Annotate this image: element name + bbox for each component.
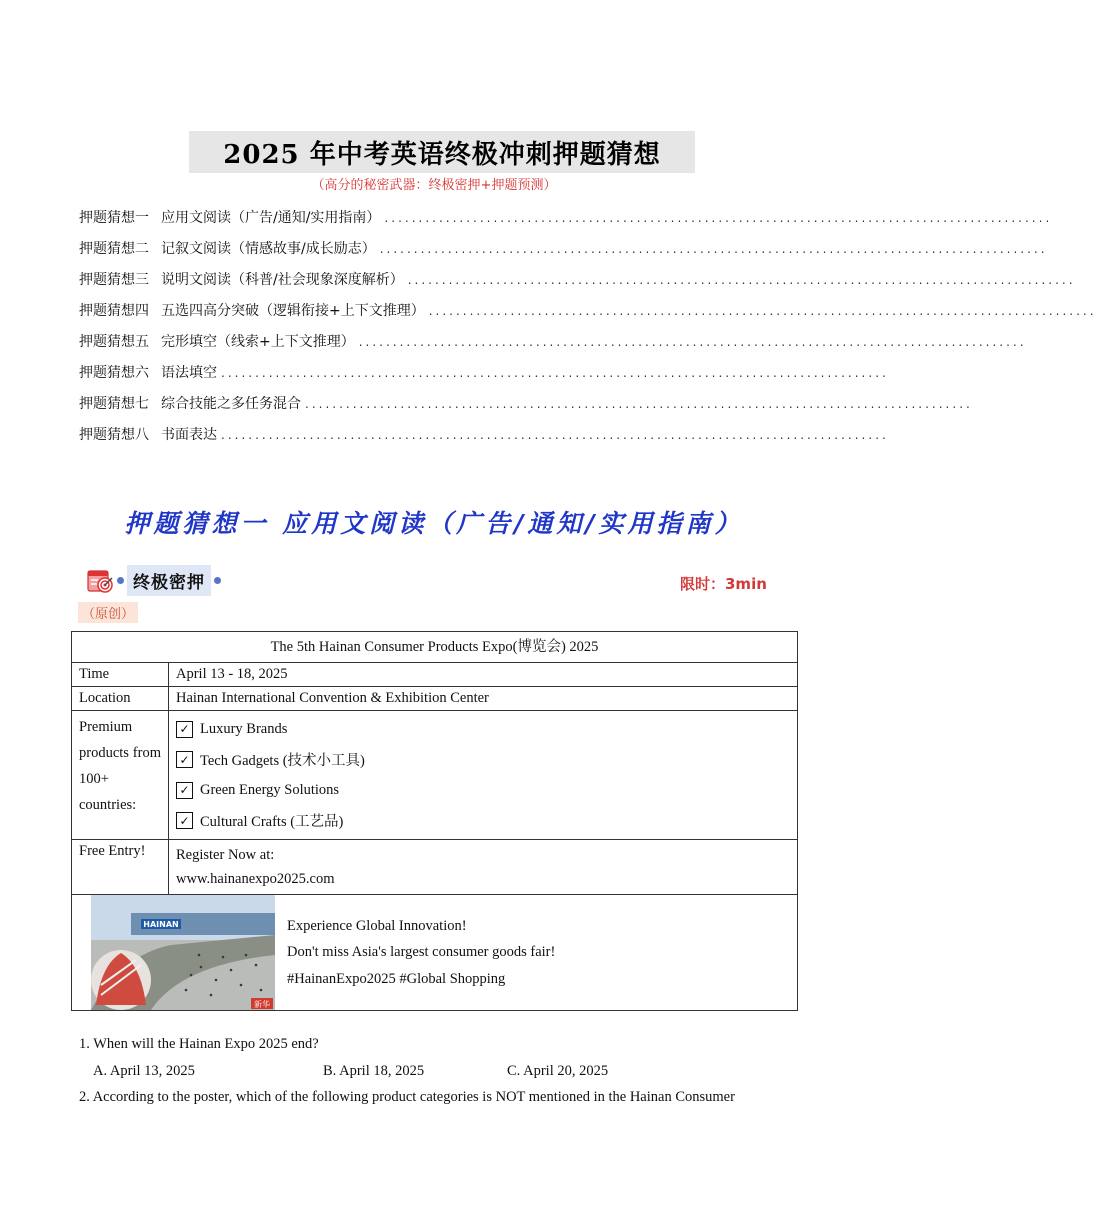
page-subtitle: （高分的秘密武器：终极密押+押题预测） [311,178,557,193]
toc-leader-dots: .................................................................................................. [221,428,889,442]
toc-item[interactable] [79,424,889,455]
register-cell [169,840,798,895]
toc-leader-dots: .................................................................................................. [358,335,1027,349]
page-title: 2025 年中考英语终极冲刺押题猜想 [189,131,695,173]
list-item [176,775,790,806]
badge-group [86,565,224,596]
toc-leader-dots: .................................................................................................. [221,366,889,380]
expo-venue-photo [91,895,275,1010]
section-heading: 押题猜想一 应用文阅读（广告/通知/实用指南） [124,509,744,538]
toc-item-label: 押题猜想二 [79,241,149,257]
toc-item-label: 押题猜想六 [79,365,149,381]
register-text: Register Now at: [176,847,275,863]
option-c[interactable]: C. April 20, 2025 [507,1063,609,1079]
toc-item[interactable] [79,238,1048,269]
poster-header: The 5th Hainan Consumer Products Expo(博览会) 2025 [72,632,798,663]
toc-item[interactable] [79,331,1027,362]
product-name: Tech Gadgets (技术小工具) [200,753,365,770]
location-value: Hainan International Convention & Exhibition Center [169,687,798,711]
toc-item-text: 说明文阅读（科普/社会现象深度解析） [161,272,404,288]
table-row [72,840,798,895]
checkmark-icon: ✓ [176,782,193,799]
original-tag: （原创） [78,602,138,623]
register-url[interactable]: www.hainanexpo2025.com [176,871,335,887]
list-item [176,745,790,776]
toc-leader-dots: .................................................................................................. [305,397,973,411]
bullet-dot-icon [117,577,124,584]
toc-item-text: 应用文阅读（广告/通知/实用指南） [161,210,381,226]
option-b[interactable]: B. April 18, 2025 [323,1063,425,1079]
table-row [72,711,798,840]
time-limit: 限时：3min [680,575,767,593]
question-1: 1. When will the Hainan Expo 2025 end? [79,1036,319,1052]
toc-leader-dots: .................................................................................................. [379,242,1048,256]
image-watermark-text: 新华 [254,1000,270,1009]
toc-item[interactable] [79,300,1097,331]
option-a[interactable]: A. April 13, 2025 [93,1063,195,1079]
location-label: Location [72,687,169,711]
toc-item-text: 语法填空 [161,365,217,381]
table-row [72,895,798,1011]
checkmark-icon: ✓ [176,751,193,768]
toc-item[interactable] [79,362,889,393]
promo-line: #HainanExpo2025 #Global Shopping [287,970,506,987]
product-name: Luxury Brands [200,720,288,737]
target-calendar-icon [86,567,114,595]
free-entry-label: Free Entry! [72,840,169,895]
table-row [72,687,798,711]
checkmark-icon: ✓ [176,812,193,829]
toc-item-label: 押题猜想一 [79,210,149,226]
toc-item-label: 押题猜想三 [79,272,149,288]
promo-text [287,913,555,993]
product-name: Green Energy Solutions [200,781,340,798]
toc-item-text: 五选四高分突破（逻辑衔接+上下文推理） [161,303,425,319]
toc-item-text: 综合技能之多任务混合 [161,396,301,412]
checkmark-icon: ✓ [176,721,193,738]
toc-item[interactable] [79,207,1053,238]
promo-line: Experience Global Innovation! [287,917,467,934]
image-promo-cell [72,895,798,1011]
time-label: Time [72,663,169,687]
badge-label: 终极密押 [127,565,211,596]
table-row [72,663,798,687]
toc-leader-dots: .................................................................................................. [407,273,1076,287]
image-sign-text: HAINAN [143,920,179,929]
toc-leader-dots: .................................................................................................. [384,211,1053,225]
toc-item-label: 押题猜想八 [79,427,149,443]
question-2: 2. According to the poster, which of the following product categories is NOT mentioned in the Hainan Consumer [79,1089,735,1105]
table-of-contents [79,207,1097,455]
bullet-dot-icon [214,577,221,584]
toc-item-label: 押题猜想四 [79,303,149,319]
promo-line: Don't miss Asia's largest consumer goods fair! [287,944,556,961]
toc-item-text: 记叙文阅读（情感故事/成长励志） [161,241,376,257]
list-item [176,806,790,837]
premium-label: Premium products from 100+ countries: [72,711,169,840]
toc-item[interactable] [79,269,1076,300]
toc-item-label: 押题猜想五 [79,334,149,350]
toc-item-text: 完形填空（线索+上下文推理） [161,334,355,350]
table-row [72,632,798,663]
product-list [169,711,798,840]
time-value: April 13 - 18, 2025 [169,663,798,687]
expo-poster-table [71,631,798,1011]
toc-item[interactable] [79,393,973,424]
toc-leader-dots: .................................................................................................. [428,304,1097,318]
product-name: Cultural Crafts (工艺品) [200,814,344,831]
toc-item-text: 书面表达 [161,427,217,443]
list-item [176,714,790,745]
toc-item-label: 押题猜想七 [79,396,149,412]
